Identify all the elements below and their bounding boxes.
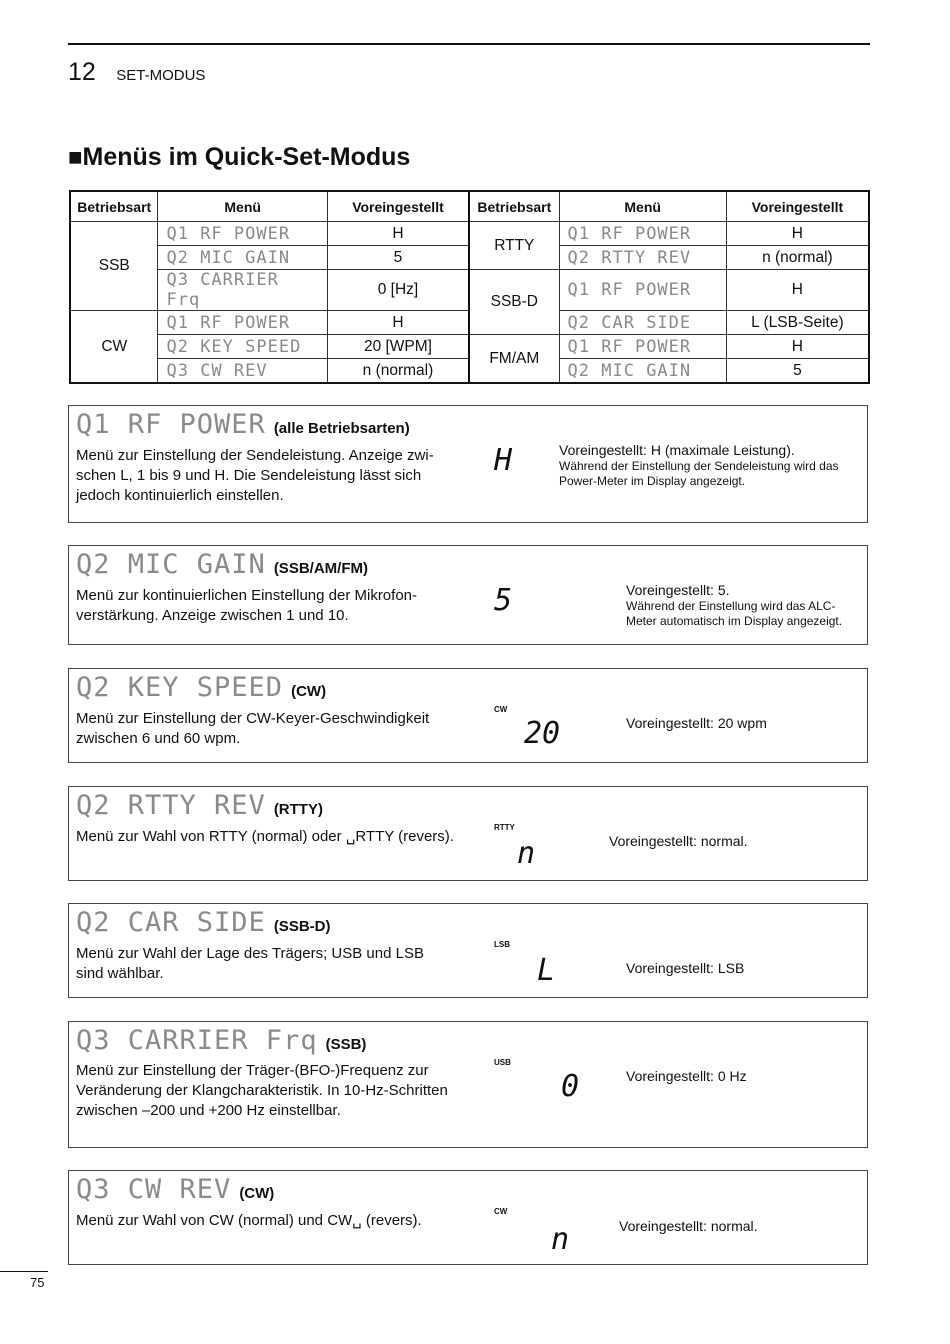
default-cell: 0 [Hz] xyxy=(327,270,469,311)
quick-set-menu-table xyxy=(69,190,870,384)
car-side-section xyxy=(68,903,868,998)
default-detail: Während der Einstellung wird das ALC-Meter automatisch im Display angezeigt. xyxy=(626,599,843,628)
col-header: Menü xyxy=(158,191,327,222)
menu-cell: Q2 CAR SIDE xyxy=(559,311,726,335)
table-header-row xyxy=(70,191,869,222)
mode-label: (RTTY) xyxy=(273,801,323,818)
description: Menü zur Wahl der Lage des Trägers; USB und LSB sind wählbar. xyxy=(76,945,424,982)
default-value: Voreingestellt: normal. xyxy=(609,833,748,849)
table-row xyxy=(70,335,869,359)
description: Menü zur Einstellung der Träger-(BFO-)Frequenz zur Veränderung der Klangcharakteristik. In 10-Hz-Schritten zwischen –200 und +200 Hz einstellbar. xyxy=(76,1062,448,1119)
menu-cell: Q1 RF POWER xyxy=(158,311,327,335)
description: Menü zur Einstellung der CW-Keyer-Geschwindigkeit zwischen 6 und 60 wpm. xyxy=(76,710,430,747)
menu-cell: Q1 RF POWER xyxy=(559,270,726,311)
mode-cell: FM/AM xyxy=(469,335,559,384)
default-note xyxy=(626,582,862,629)
section-heading xyxy=(76,790,323,821)
description: Menü zur Einstellung der Sendeleistung. Anzeige zwischen L, 1 bis 9 und H. Die Sendeleistung lässt sich jedoch kontinuierlich einstellen. xyxy=(76,447,434,504)
mode-label: (alle Betriebsarten) xyxy=(273,420,410,437)
mode-cell: SSB xyxy=(70,222,158,311)
section-heading xyxy=(76,1025,366,1056)
default-cell: H xyxy=(327,222,469,246)
mode-indicator: CW xyxy=(494,705,508,714)
mode-label: (CW) xyxy=(239,1185,275,1202)
default-cell: L (LSB-Seite) xyxy=(726,311,869,335)
title-text: Menüs im Quick-Set-Modus xyxy=(82,143,411,171)
col-header: Betriebsart xyxy=(469,191,559,222)
page-header xyxy=(68,58,205,87)
default-cell: n (normal) xyxy=(726,246,869,270)
mode-cell: SSB-D xyxy=(469,270,559,335)
menu-cell: Q1 RF POWER xyxy=(559,222,726,246)
section-heading xyxy=(76,549,368,580)
menu-cell: Q3 CW REV xyxy=(158,359,327,384)
default-note xyxy=(559,442,859,489)
menu-cell: Q3 CARRIER Frq xyxy=(158,270,327,311)
rf-power-section xyxy=(68,405,868,523)
menu-name: Q3 CW REV xyxy=(76,1174,232,1205)
menu-name: Q3 CARRIER Frq xyxy=(76,1025,318,1056)
default-cell: H xyxy=(726,335,869,359)
default-detail: Während der Einstellung der Sendeleistung wird das Power-Meter im Display angezeigt. xyxy=(559,459,839,488)
menu-cell: Q2 MIC GAIN xyxy=(559,359,726,384)
display-readout: L xyxy=(537,953,556,988)
menu-name: Q2 CAR SIDE xyxy=(76,907,266,938)
mode-indicator: RTTY xyxy=(494,823,515,832)
mode-cell: RTTY xyxy=(469,222,559,270)
default-value: Voreingestellt: H (maximale Leistung). xyxy=(559,442,795,458)
description: Menü zur Wahl von RTTY (normal) oder ␣RTTY (revers). xyxy=(76,828,454,845)
top-rule xyxy=(68,43,870,45)
menu-name: Q2 MIC GAIN xyxy=(76,549,266,580)
mode-indicator: USB xyxy=(494,1058,511,1067)
menu-cell: Q2 MIC GAIN xyxy=(158,246,327,270)
default-value: Voreingestellt: LSB xyxy=(626,960,745,976)
col-header: Betriebsart xyxy=(70,191,158,222)
display-readout: 0 xyxy=(561,1069,580,1104)
default-cell: 5 xyxy=(327,246,469,270)
mode-label: (SSB/AM/FM) xyxy=(273,560,368,577)
cw-rev-section xyxy=(68,1170,868,1265)
rtty-rev-section xyxy=(68,786,868,881)
default-value: Voreingestellt: 5. xyxy=(626,582,730,598)
table-row xyxy=(70,222,869,246)
default-cell: n (normal) xyxy=(327,359,469,384)
mode-cell: CW xyxy=(70,311,158,384)
page-number: 75 xyxy=(30,1275,45,1290)
display-readout: n xyxy=(517,836,536,871)
mode-indicator: LSB xyxy=(494,940,510,949)
section-name: SET-MODUS xyxy=(116,67,206,84)
mic-gain-section xyxy=(68,545,868,645)
default-value: Voreingestellt: 20 wpm xyxy=(626,715,767,731)
display-readout: H xyxy=(494,443,513,478)
default-value: Voreingestellt: normal. xyxy=(619,1218,758,1234)
display-readout: 5 xyxy=(494,583,513,618)
description: Menü zur Wahl von CW (normal) und CW␣ (revers). xyxy=(76,1212,422,1229)
default-cell: H xyxy=(726,222,869,246)
mode-label: (SSB) xyxy=(325,1036,367,1053)
default-value: Voreingestellt: 0 Hz xyxy=(626,1068,747,1084)
menu-cell: Q1 RF POWER xyxy=(158,222,327,246)
col-header: Voreingestellt xyxy=(327,191,469,222)
table-row xyxy=(70,270,869,311)
menu-name: Q2 RTTY REV xyxy=(76,790,266,821)
section-heading xyxy=(76,1174,274,1205)
description: Menü zur kontinuierlichen Einstellung der Mikrofonverstärkung. Anzeige zwischen 1 und 10. xyxy=(76,587,418,624)
menu-cell: Q2 RTTY REV xyxy=(559,246,726,270)
col-header: Menü xyxy=(559,191,726,222)
display-readout: 20 xyxy=(524,716,561,751)
footer-rule xyxy=(0,1271,48,1272)
menu-cell: Q2 KEY SPEED xyxy=(158,335,327,359)
page-title xyxy=(68,143,410,172)
key-speed-section xyxy=(68,668,868,763)
chapter-number: 12 xyxy=(68,58,96,86)
carrier-frq-section xyxy=(68,1021,868,1148)
col-header: Voreingestellt xyxy=(726,191,869,222)
square-bullet-icon: ■ xyxy=(68,144,83,171)
mode-label: (SSB-D) xyxy=(273,918,331,935)
default-cell: 20 [WPM] xyxy=(327,335,469,359)
section-heading xyxy=(76,907,330,938)
section-heading xyxy=(76,672,326,703)
menu-name: Q1 RF POWER xyxy=(76,409,266,440)
default-cell: H xyxy=(726,270,869,311)
section-heading xyxy=(76,409,410,440)
menu-name: Q2 KEY SPEED xyxy=(76,672,284,703)
mode-label: (CW) xyxy=(291,683,327,700)
menu-cell: Q1 RF POWER xyxy=(559,335,726,359)
default-cell: 5 xyxy=(726,359,869,384)
mode-indicator: CW xyxy=(494,1207,508,1216)
default-cell: H xyxy=(327,311,469,335)
display-readout: n xyxy=(551,1222,570,1257)
